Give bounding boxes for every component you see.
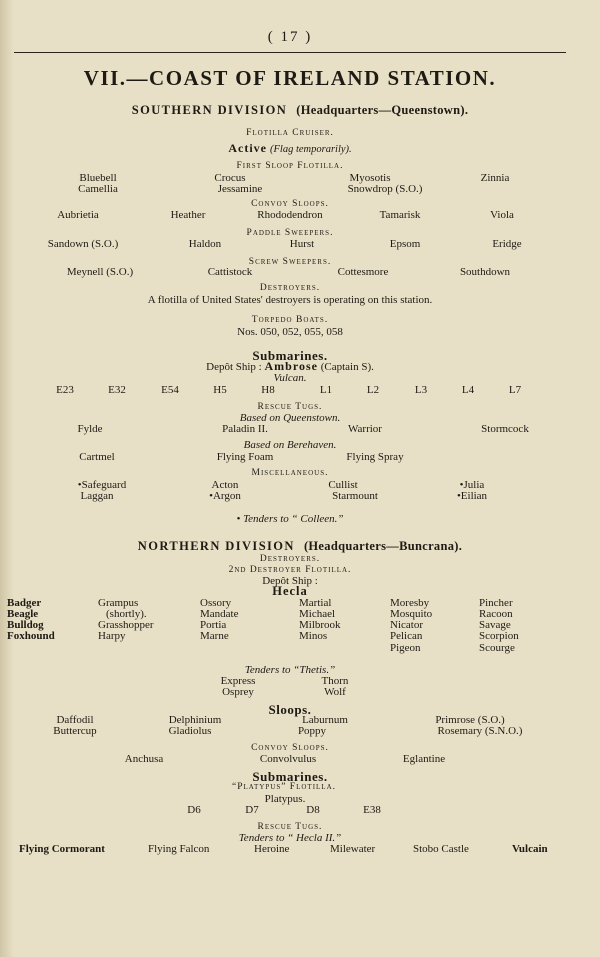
destroyers-note: A flotilla of United States' destroyers is operating on this station. (147, 294, 433, 306)
ship-marne: Marne (200, 630, 229, 642)
ship-wolf: Wolf (324, 686, 346, 698)
ship-badger: Badger (7, 597, 42, 609)
ship-crocus: Crocus (214, 172, 246, 184)
ship-tamarisk: Tamarisk (379, 209, 421, 221)
ship-mosquito: Mosquito (390, 608, 433, 620)
based-queenstown: Based on Queenstown. (239, 412, 341, 424)
ship-flying-foam: Flying Foam (216, 451, 274, 463)
ship-stormcock: Stormcock (481, 423, 529, 435)
sub-e23: E23 (56, 384, 74, 396)
ship-scourge: Scourge (479, 642, 515, 654)
ship-flying-spray: Flying Spray (346, 451, 404, 463)
depot-ship-line: Depôt Ship : Ambrose (Captain S). (206, 359, 374, 373)
sub-h5: H5 (213, 384, 227, 396)
ship-laggan: Laggan (80, 490, 114, 502)
tenders-hecla: Tenders to “ Hecla II.” (238, 832, 342, 844)
flotilla-cruiser-label: Flotilla Cruiser. (246, 128, 334, 138)
sub-l1: L1 (319, 384, 333, 396)
northern-submarines-label: Submarines. (252, 769, 328, 784)
ship-minos: Minos (299, 630, 328, 642)
ship-southdown: Southdown (459, 266, 511, 278)
ship-flying-falcon: Flying Falcon (148, 843, 210, 855)
ship-moresby: Moresby (390, 597, 430, 609)
ship-pelican: Pelican (390, 630, 423, 642)
rescue-tugs-label: Rescue Tugs. (257, 402, 323, 412)
ship-meynell: Meynell (S.O.) (66, 266, 134, 278)
ship-vulcain: Vulcain (512, 843, 548, 855)
northern-convoy-label: Convoy Sloops. (251, 743, 329, 753)
torpedo-boats-label: Torpedo Boats. (251, 315, 329, 325)
ship-cattistock: Cattistock (207, 266, 253, 278)
ship-savage: Savage (479, 619, 511, 631)
ship-milbrook: Milbrook (299, 619, 341, 631)
ship-scorpion: Scorpion (479, 630, 519, 642)
southern-header: SOUTHERN DIVISION (Headquarters—Queenstown). (131, 103, 469, 117)
ship-gladiolus: Gladiolus (168, 725, 212, 737)
first-sloop-label: First Sloop Flotilla. (236, 161, 344, 171)
ship-safeguard: •Safeguard (77, 479, 127, 491)
ship-osprey: Osprey (222, 686, 254, 698)
sub-h8: H8 (261, 384, 275, 396)
ship-argon: •Argon (209, 490, 241, 502)
ship-camellia: Camellia (78, 183, 118, 195)
ship-viola: Viola (490, 209, 514, 221)
ship-stobo-castle: Stobo Castle (413, 843, 469, 855)
ship-foxhound: Foxhound (7, 630, 55, 642)
ship-harpy: Harpy (98, 630, 126, 642)
top-rule (14, 52, 566, 53)
ship-bulldog: Bulldog (7, 619, 44, 631)
ship-cottesmore: Cottesmore (337, 266, 389, 278)
ship-martial: Martial (299, 597, 332, 609)
ship-heroine: Heroine (254, 843, 290, 855)
ship-julia: •Julia (459, 479, 485, 491)
ship-haldon: Haldon (188, 238, 222, 250)
ship-epsom: Epsom (389, 238, 421, 250)
northern-rescue-label: Rescue Tugs. (257, 822, 323, 832)
ship-michael: Michael (299, 608, 336, 620)
northern-sloops-label: Sloops. (268, 702, 312, 717)
active-line: Active (Flag temporarily). (228, 141, 352, 155)
ship-anchusa: Anchusa (124, 753, 164, 765)
ship-beagle: Beagle (7, 608, 39, 620)
destroyers-label: Destroyers. (259, 283, 321, 293)
ship-flying-cormorant: Flying Cormorant (19, 843, 105, 855)
ship-cartmel: Cartmel (79, 451, 115, 463)
ship-thorn: Thorn (321, 675, 349, 687)
sub-e32: E32 (108, 384, 126, 396)
ship-grampus: Grampus (98, 597, 139, 609)
sub-e38: E38 (363, 804, 381, 816)
ship-poppy: Poppy (297, 725, 327, 737)
ship-express: Express (220, 675, 256, 687)
ship-eridge: Eridge (492, 238, 522, 250)
page-title: VII.—COAST OF IRELAND STATION. (83, 66, 497, 90)
ship-zinnia: Zinnia (480, 172, 510, 184)
page-number: ( 17 ) (267, 29, 313, 45)
ship-heather: Heather (170, 209, 206, 221)
tenders-colleen-note: • Tenders to “ Colleen.” (236, 513, 344, 525)
ship-nicator: Nicator (390, 619, 423, 631)
ship-convolvulus: Convolvulus (259, 753, 317, 765)
vulcan: Vulcan. (273, 372, 307, 384)
ship-myosotis: Myosotis (349, 172, 391, 184)
sub-d8: D8 (306, 804, 320, 816)
ship-pincher: Pincher (479, 597, 513, 609)
ship-milewater: Milewater (330, 843, 376, 855)
ship-daffodil: Daffodil (56, 714, 94, 726)
sub-d6: D6 (187, 804, 201, 816)
grampus-shortly: (shortly). (106, 608, 147, 620)
northern-header: NORTHERN DIVISION (Headquarters—Buncrana). (137, 539, 463, 553)
platypus: Platypus. (264, 793, 306, 805)
ship-warrior: Warrior (348, 423, 382, 435)
ship-sandown: Sandown (S.O.) (47, 238, 119, 250)
ship-fylde: Fylde (77, 423, 103, 435)
ship-paladin: Paladin II. (222, 423, 268, 435)
northern-depot-ship: Hecla (272, 584, 308, 598)
convoy-sloops-label: Convoy Sloops. (251, 199, 329, 209)
ship-eilian: •Eilian (456, 490, 488, 502)
ship-hurst: Hurst (289, 238, 315, 250)
ship-snowdrop: Snowdrop (S.O.) (347, 183, 423, 195)
torpedo-boats: Nos. 050, 052, 055, 058 (237, 326, 343, 338)
sub-e54: E54 (161, 384, 179, 396)
ship-racoon: Racoon (479, 608, 513, 620)
based-berehaven: Based on Berehaven. (243, 439, 337, 451)
screw-sweepers-label: Screw Sweepers. (248, 257, 332, 267)
ship-rosemary: Rosemary (S.N.O.) (437, 725, 523, 737)
sub-l7: L7 (508, 384, 522, 396)
ship-delphinium: Delphinium (168, 714, 222, 726)
sub-l4: L4 (461, 384, 475, 396)
ship-mandate: Mandate (200, 608, 239, 620)
ship-jessamine: Jessamine (217, 183, 263, 195)
ship-acton: Acton (211, 479, 239, 491)
paddle-sweepers-label: Paddle Sweepers. (246, 228, 334, 238)
ship-portia: Portia (200, 619, 227, 631)
sub-d7: D7 (245, 804, 259, 816)
ship-grasshopper: Grasshopper (98, 619, 154, 631)
tenders-thetis: Tenders to “Thetis.” (244, 664, 336, 676)
sub-l3: L3 (414, 384, 428, 396)
ship-ossory: Ossory (200, 597, 232, 609)
ship-cullist: Cullist (328, 479, 358, 491)
northern-destroyers-label: Destroyers. (259, 554, 321, 564)
platypus-flotilla-label: “Platypus” Flotilla. (231, 782, 337, 792)
northern-depot-label: Depôt Ship : (262, 575, 318, 587)
sub-l2: L2 (366, 384, 380, 396)
submarines-label: Submarines. (252, 348, 328, 363)
ship-buttercup: Buttercup (53, 725, 97, 737)
binding-gutter (0, 0, 14, 957)
ship-aubrietia: Aubrietia (57, 209, 99, 221)
ship-laburnum: Laburnum (302, 714, 348, 726)
ship-primrose: Primrose (S.O.) (435, 714, 505, 726)
second-flotilla-label: 2nd Destroyer Flotilla. (228, 565, 352, 575)
ship-starmount: Starmount (332, 490, 378, 502)
ship-pigeon: Pigeon (390, 642, 421, 654)
ship-bluebell: Bluebell (79, 172, 117, 184)
miscellaneous-label: Miscellaneous. (251, 468, 329, 478)
ship-rhododendron: Rhododendron (257, 209, 323, 221)
ship-eglantine: Eglantine (402, 753, 446, 765)
